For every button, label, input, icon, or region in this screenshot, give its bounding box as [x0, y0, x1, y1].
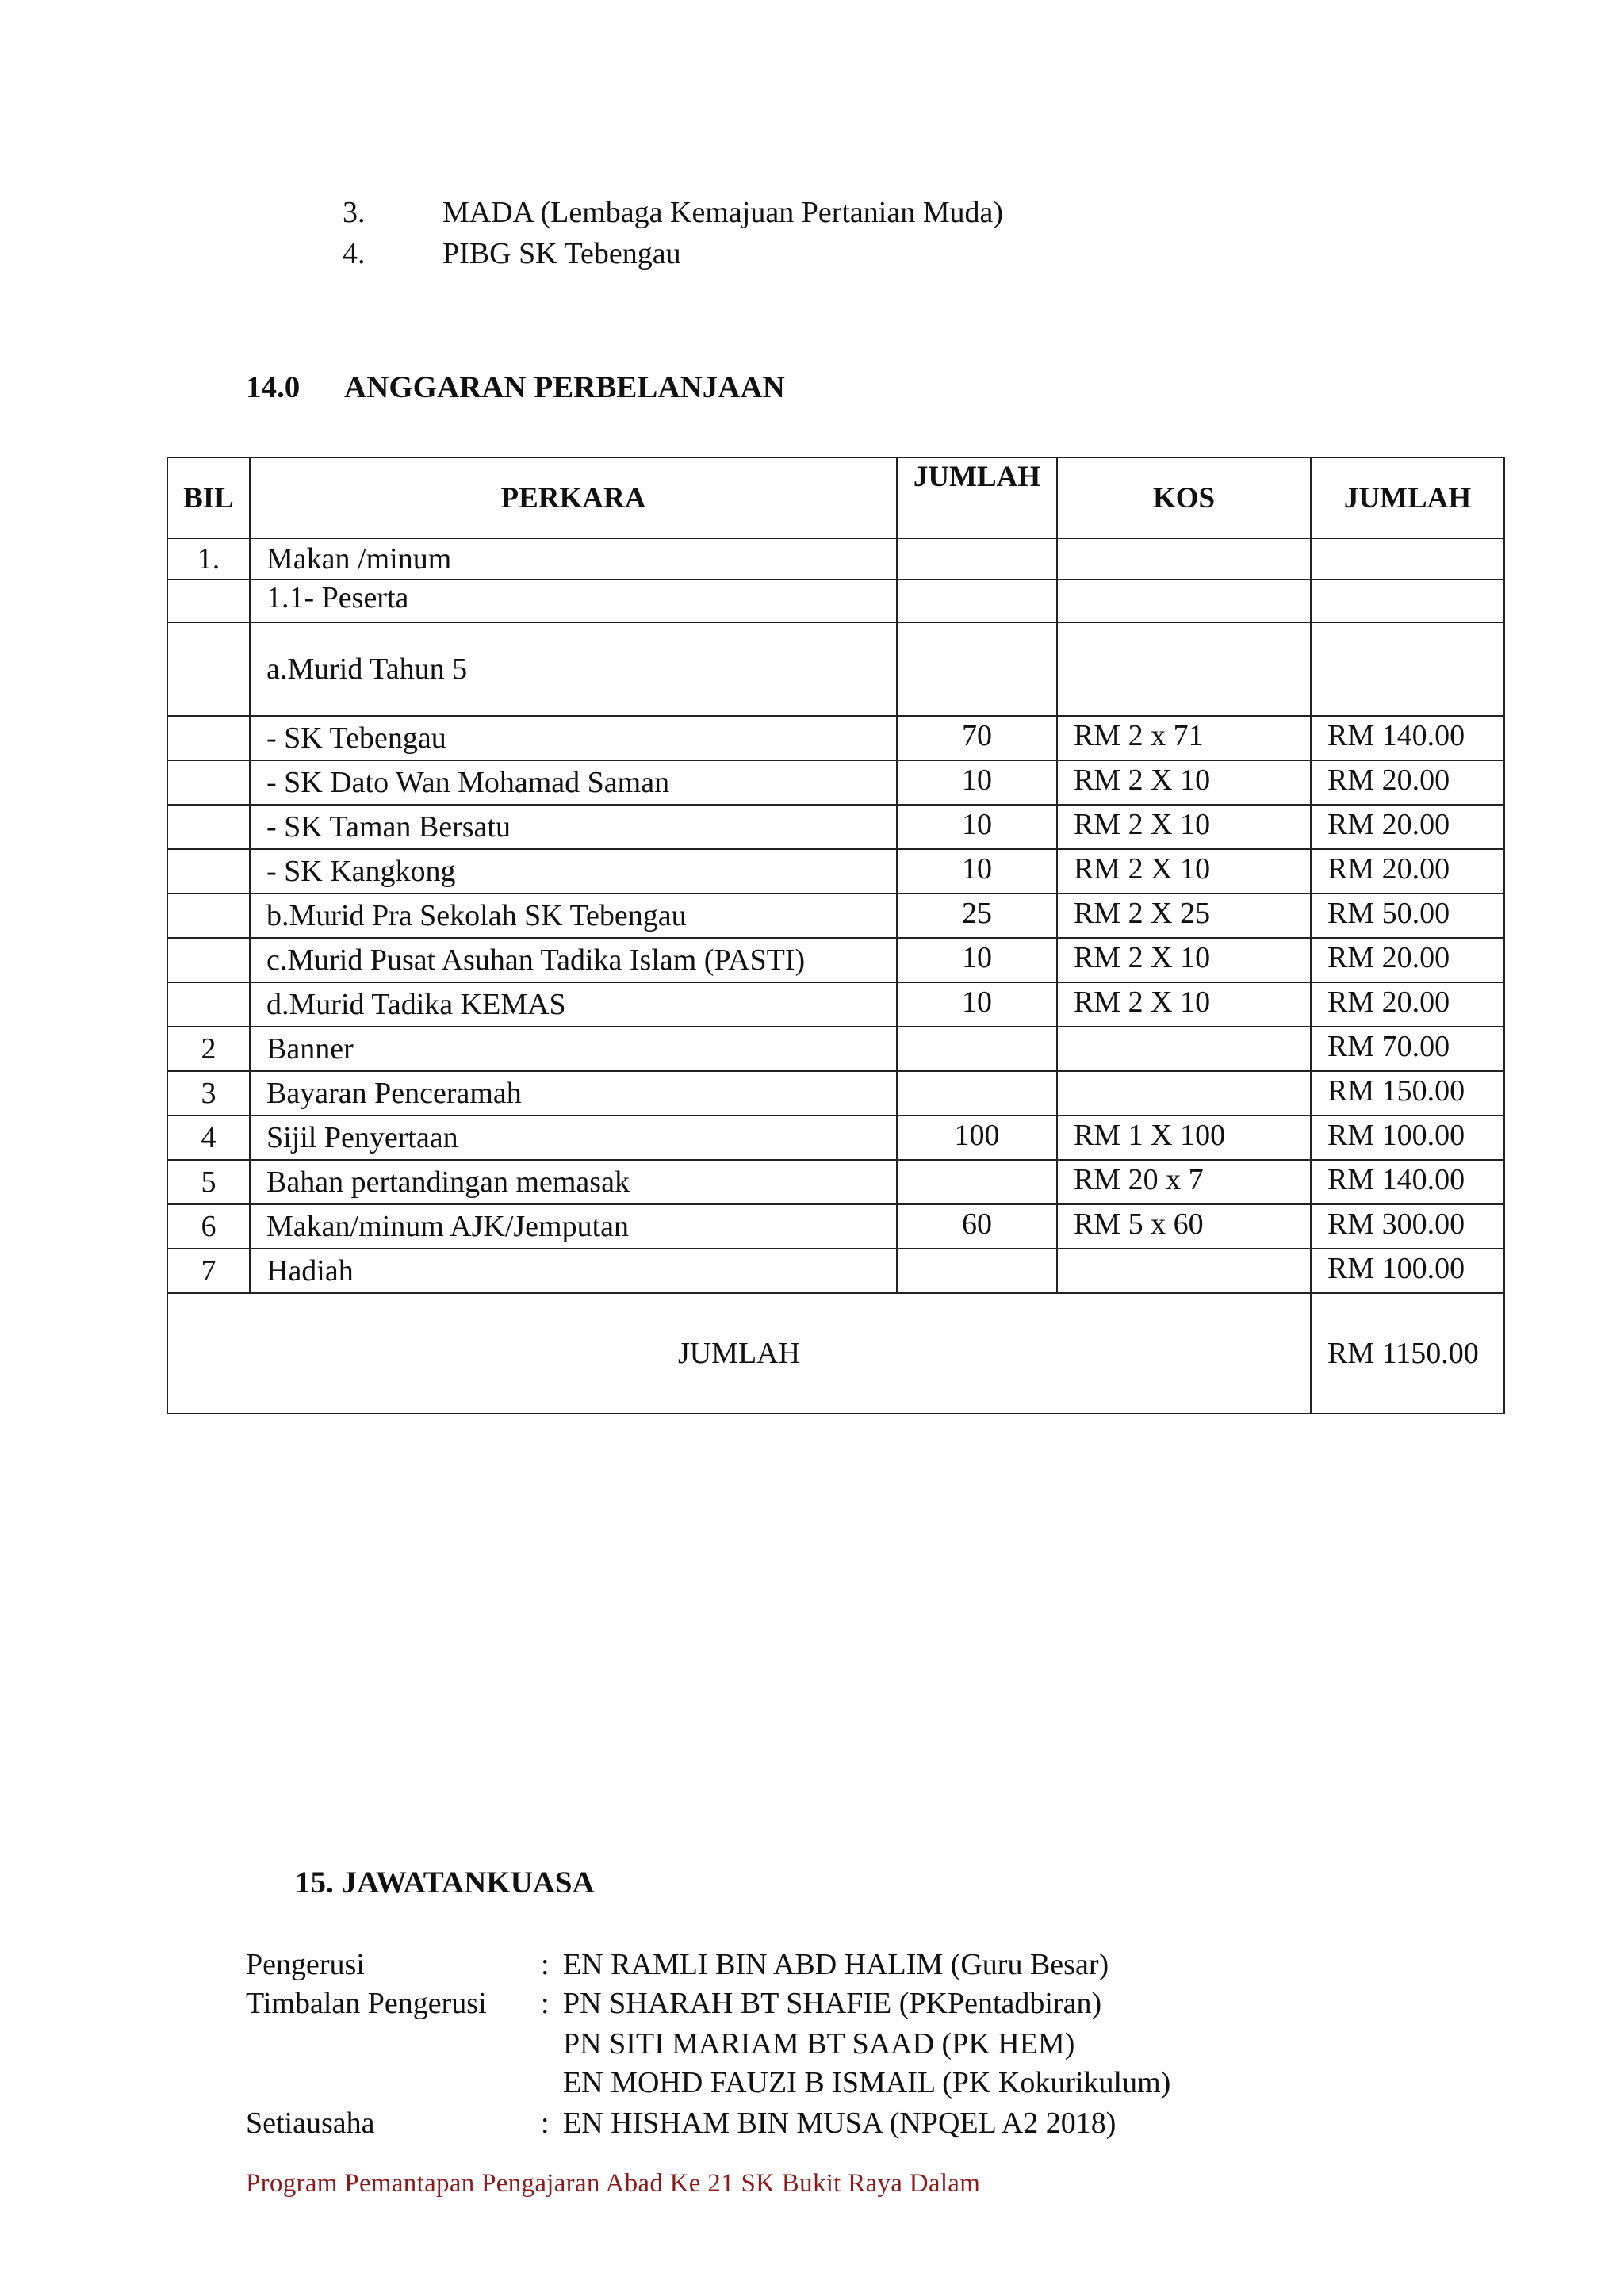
cell-perkara: - SK Tebengau: [250, 716, 897, 760]
cell-bil: [167, 580, 250, 622]
header-bil: BIL: [167, 457, 250, 538]
cell-perkara: - SK Taman Bersatu: [250, 805, 897, 849]
table-row: [167, 538, 1504, 580]
cell-total: RM 100.00: [1311, 1115, 1504, 1160]
cell-kos: RM 2 X 25: [1057, 894, 1311, 938]
committee-name: EN RAMLI BIN ABD HALIM (Guru Besar): [563, 1948, 1109, 1981]
cell-kos: [1057, 580, 1311, 622]
cell-bil: [167, 849, 250, 894]
cell-total: [1311, 580, 1504, 622]
table-header-row: [167, 457, 1504, 538]
table-row: [167, 1249, 1504, 1293]
cell-bil: 2: [167, 1027, 250, 1071]
cell-perkara: Banner: [250, 1027, 897, 1071]
table-row: [167, 622, 1504, 716]
cell-total: RM 20.00: [1311, 982, 1504, 1027]
cell-jumlah: 10: [897, 982, 1057, 1027]
cell-kos: RM 2 x 71: [1057, 716, 1311, 760]
cell-total: RM 70.00: [1311, 1027, 1504, 1071]
cell-perkara: a.Murid Tahun 5: [250, 622, 897, 716]
section-title: 15. JAWATANKUASA: [295, 1866, 595, 1900]
cell-jumlah: 70: [897, 716, 1057, 760]
committee-role: Pengerusi: [246, 1948, 365, 1981]
committee-colon: :: [541, 1948, 550, 1981]
cell-bil: [167, 982, 250, 1027]
cell-kos: RM 2 X 10: [1057, 938, 1311, 982]
cell-jumlah: [897, 1071, 1057, 1115]
cell-jumlah: 100: [897, 1115, 1057, 1160]
cell-kos: RM 2 X 10: [1057, 760, 1311, 805]
cell-jumlah: 10: [897, 938, 1057, 982]
cell-jumlah: 25: [897, 894, 1057, 938]
committee-name: PN SHARAH BT SHAFIE (PKPentadbiran): [563, 1987, 1102, 2020]
cell-total: RM 50.00: [1311, 894, 1504, 938]
list-item-text: MADA (Lembaga Kemajuan Pertanian Muda): [442, 196, 1004, 229]
cell-total: RM 100.00: [1311, 1249, 1504, 1293]
cell-jumlah: [897, 538, 1057, 580]
list-number: 4.: [343, 237, 366, 270]
table-row: [167, 1204, 1504, 1249]
cell-bil: 3: [167, 1071, 250, 1115]
page-footer: Program Pemantapan Pengajaran Abad Ke 21 SK Bukit Raya Dalam: [246, 2169, 981, 2198]
committee-role: Setiausaha: [246, 2107, 375, 2140]
cell-perkara: c.Murid Pusat Asuhan Tadika Islam (PASTI): [250, 938, 897, 982]
cell-jumlah: [897, 1160, 1057, 1204]
cell-total: RM 300.00: [1311, 1204, 1504, 1249]
grand-total-value: RM 1150.00: [1311, 1293, 1504, 1414]
list-item-text: PIBG SK Tebengau: [442, 237, 681, 270]
cell-bil: 1.: [167, 538, 250, 580]
cell-jumlah: [897, 1027, 1057, 1071]
table-row: [167, 982, 1504, 1027]
table-row: [167, 1115, 1504, 1160]
grand-total-row: [167, 1293, 1504, 1414]
cell-kos: [1057, 1027, 1311, 1071]
cell-kos: [1057, 622, 1311, 716]
cell-total: RM 140.00: [1311, 716, 1504, 760]
table-row: [167, 1027, 1504, 1071]
cell-bil: [167, 760, 250, 805]
cell-bil: 5: [167, 1160, 250, 1204]
cell-kos: [1057, 538, 1311, 580]
grand-total-label: JUMLAH: [167, 1293, 1311, 1414]
cell-total: [1311, 622, 1504, 716]
cell-total: RM 20.00: [1311, 938, 1504, 982]
cell-perkara: Makan /minum: [250, 538, 897, 580]
cell-perkara: d.Murid Tadika KEMAS: [250, 982, 897, 1027]
section-number: 14.0: [246, 370, 301, 404]
cell-jumlah: 60: [897, 1204, 1057, 1249]
cell-perkara: Bahan pertandingan memasak: [250, 1160, 897, 1204]
committee-name: EN MOHD FAUZI B ISMAIL (PK Kokurikulum): [563, 2066, 1171, 2099]
committee-name: PN SITI MARIAM BT SAAD (PK HEM): [563, 2027, 1075, 2061]
cell-bil: 7: [167, 1249, 250, 1293]
cell-total: RM 150.00: [1311, 1071, 1504, 1115]
cell-perkara: Hadiah: [250, 1249, 897, 1293]
cell-bil: 4: [167, 1115, 250, 1160]
table-row: [167, 805, 1504, 849]
table-row: [167, 849, 1504, 894]
cell-kos: RM 5 x 60: [1057, 1204, 1311, 1249]
cell-total: RM 140.00: [1311, 1160, 1504, 1204]
cell-perkara: Bayaran Penceramah: [250, 1071, 897, 1115]
table-row: [167, 938, 1504, 982]
header-jumlah: JUMLAH: [897, 457, 1057, 538]
cell-bil: [167, 622, 250, 716]
cell-perkara: 1.1- Peserta: [250, 580, 897, 622]
cell-bil: 6: [167, 1204, 250, 1249]
committee-role: Timbalan Pengerusi: [246, 1987, 487, 2020]
cell-perkara: Sijil Penyertaan: [250, 1115, 897, 1160]
cell-perkara: Makan/minum AJK/Jemputan: [250, 1204, 897, 1249]
cell-perkara: b.Murid Pra Sekolah SK Tebengau: [250, 894, 897, 938]
cell-jumlah: [897, 580, 1057, 622]
cell-kos: RM 20 x 7: [1057, 1160, 1311, 1204]
cell-total: RM 20.00: [1311, 760, 1504, 805]
cell-bil: [167, 894, 250, 938]
cell-kos: RM 1 X 100: [1057, 1115, 1311, 1160]
section-title: ANGGARAN PERBELANJAAN: [344, 370, 785, 404]
cell-perkara: - SK Kangkong: [250, 849, 897, 894]
header-kos: KOS: [1057, 457, 1311, 538]
list-number: 3.: [343, 196, 366, 229]
cell-kos: [1057, 1249, 1311, 1293]
table-row: [167, 716, 1504, 760]
cell-total: RM 20.00: [1311, 805, 1504, 849]
cell-bil: [167, 805, 250, 849]
table-row: [167, 760, 1504, 805]
cell-kos: RM 2 X 10: [1057, 849, 1311, 894]
cell-bil: [167, 716, 250, 760]
cell-kos: RM 2 X 10: [1057, 982, 1311, 1027]
cell-bil: [167, 938, 250, 982]
cell-jumlah: 10: [897, 805, 1057, 849]
cell-jumlah: 10: [897, 760, 1057, 805]
table-row: [167, 894, 1504, 938]
cell-total: RM 20.00: [1311, 849, 1504, 894]
cell-jumlah: [897, 622, 1057, 716]
header-jumlah-total: JUMLAH: [1311, 457, 1504, 538]
table-row: [167, 1160, 1504, 1204]
cell-kos: RM 2 X 10: [1057, 805, 1311, 849]
header-perkara: PERKARA: [250, 457, 897, 538]
cell-total: [1311, 538, 1504, 580]
cell-jumlah: 10: [897, 849, 1057, 894]
budget-table: [167, 457, 1505, 1414]
committee-colon: :: [541, 1987, 550, 2020]
cell-jumlah: [897, 1249, 1057, 1293]
committee-colon: :: [541, 2107, 550, 2140]
table-row: [167, 580, 1504, 622]
cell-kos: [1057, 1071, 1311, 1115]
table-row: [167, 1071, 1504, 1115]
cell-perkara: - SK Dato Wan Mohamad Saman: [250, 760, 897, 805]
committee-name: EN HISHAM BIN MUSA (NPQEL A2 2018): [563, 2107, 1116, 2140]
